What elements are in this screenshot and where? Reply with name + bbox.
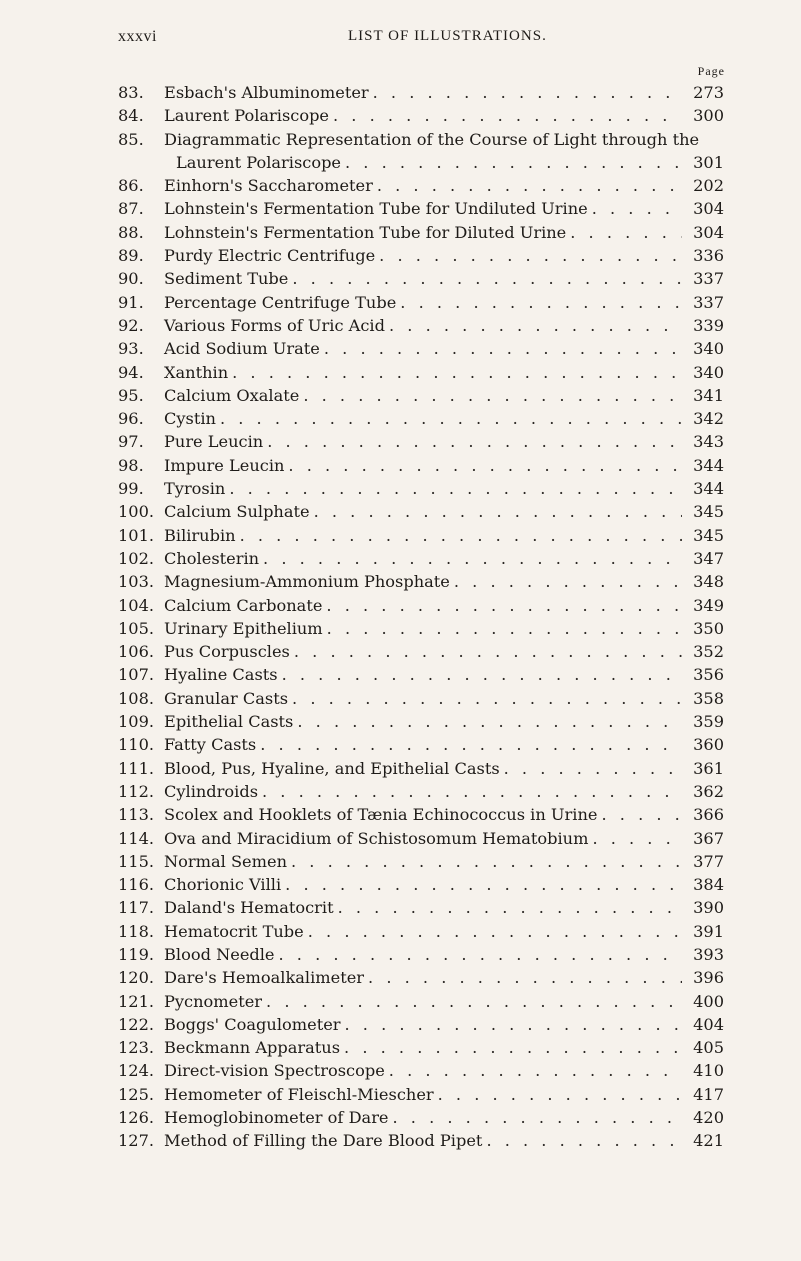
entry-page: 337 [693, 292, 724, 312]
list-item [118, 291, 724, 314]
entry-number: 116. [118, 875, 155, 895]
list-item [118, 104, 724, 127]
dot-leader [263, 547, 682, 570]
dot-leader [266, 990, 682, 1013]
dot-leader [292, 267, 682, 290]
entry-number: 117. [118, 898, 155, 918]
list-item [118, 547, 724, 570]
entry-number: 112. [118, 781, 155, 801]
entry-number: 114. [118, 828, 155, 848]
dot-leader [308, 920, 682, 943]
dot-leader [438, 1083, 682, 1106]
list-item [118, 966, 724, 989]
entry-page: 344 [693, 455, 724, 475]
list-item [118, 430, 724, 453]
dot-leader [260, 733, 682, 756]
dot-leader [282, 663, 682, 686]
entry-number: 121. [118, 991, 155, 1011]
entry-title: Cholesterin [164, 548, 260, 568]
entry-number: 96. [118, 409, 144, 429]
list-item [118, 81, 724, 104]
entry-number: 108. [118, 688, 155, 708]
entry-page: 417 [693, 1084, 724, 1104]
entry-title: Fatty Casts [164, 735, 257, 755]
entry-page: 344 [693, 479, 724, 499]
entry-page: 349 [693, 595, 724, 615]
entry-title: Tyrosin [164, 479, 226, 499]
entry-page: 360 [693, 735, 724, 755]
entry-title: Calcium Sulphate [164, 502, 310, 522]
entry-number: 127. [118, 1131, 155, 1151]
entry-title: Pycnometer [164, 991, 263, 1011]
entry-page: 358 [693, 688, 724, 708]
list-item [118, 128, 724, 151]
dot-leader [262, 780, 682, 803]
entry-title: Esbach's Albuminometer [164, 83, 369, 102]
list-item [118, 361, 724, 384]
dot-leader [240, 524, 682, 547]
list-item [118, 943, 724, 966]
list-item [118, 990, 724, 1013]
entry-page: 341 [693, 385, 724, 405]
entry-title: Hemometer of Fleischl-Miescher [164, 1084, 434, 1104]
entry-title-continuation: Laurent Polariscope [176, 152, 342, 172]
entry-number: 86. [118, 176, 144, 196]
dot-leader [377, 174, 682, 197]
entry-page: 393 [693, 944, 724, 964]
dot-leader [345, 151, 682, 174]
list-item [118, 803, 724, 826]
list-item [118, 594, 724, 617]
entry-number: 123. [118, 1038, 155, 1058]
running-header [118, 28, 724, 52]
list-item [118, 873, 724, 896]
dot-leader [504, 757, 682, 780]
entry-title: Dare's Hemoalkalimeter [164, 968, 365, 988]
list-item [118, 617, 724, 640]
dot-leader [368, 966, 682, 989]
dot-leader [326, 594, 682, 617]
dot-leader [297, 710, 682, 733]
entry-page: 367 [693, 828, 724, 848]
entry-title: Pus Corpuscles [164, 642, 290, 662]
dot-leader [303, 384, 682, 407]
entry-title: Scolex and Hooklets of Tænia Echinococcus in Urine [164, 805, 598, 825]
entry-number: 118. [118, 921, 155, 941]
page-column-label: Page [697, 64, 725, 78]
entry-number: 113. [118, 805, 155, 825]
list-item [118, 1013, 724, 1036]
dot-leader [338, 896, 682, 919]
dot-leader [267, 430, 682, 453]
entry-page: 384 [693, 875, 724, 895]
entry-title: Acid Sodium Urate [164, 339, 320, 359]
entry-title: Ova and Miracidium of Schistosomum Hematobium [164, 828, 589, 848]
entry-title: Pure Leucin [164, 432, 264, 452]
entry-title: Direct-vision Spectroscope [164, 1061, 385, 1081]
dot-leader [324, 337, 682, 360]
entry-title: Blood Needle [164, 944, 275, 964]
list-item [118, 827, 724, 850]
entry-number: 102. [118, 548, 155, 568]
dot-leader [327, 617, 682, 640]
entry-title: Calcium Carbonate [164, 595, 323, 615]
entry-page: 343 [693, 432, 724, 452]
entry-number: 104. [118, 595, 155, 615]
entry-number: 98. [118, 455, 144, 475]
entry-number: 90. [118, 269, 144, 289]
entry-number: 105. [118, 618, 155, 638]
list-item [118, 1083, 724, 1106]
entry-title: Normal Semen [164, 851, 287, 871]
entry-title: Einhorn's Saccharometer [164, 176, 373, 196]
entry-page: 362 [693, 781, 724, 801]
dot-leader [291, 850, 682, 873]
dot-leader [288, 454, 682, 477]
entry-page: 347 [693, 548, 724, 568]
list-item-continuation [118, 151, 724, 174]
dot-leader [486, 1129, 682, 1152]
entry-title: Lohnstein's Fermentation Tube for Undiluted Urine [164, 199, 588, 219]
entry-title: Boggs' Coagulometer [164, 1014, 341, 1034]
entry-number: 100. [118, 502, 155, 522]
entry-title: Hemoglobinometer of Dare [164, 1108, 389, 1128]
list-item [118, 687, 724, 710]
entry-title: Epithelial Casts [164, 712, 294, 732]
entry-title: Hyaline Casts [164, 665, 278, 685]
dot-leader [344, 1036, 682, 1059]
entry-page: 405 [693, 1038, 724, 1058]
dot-leader [292, 687, 682, 710]
entry-page: 352 [693, 642, 724, 662]
entry-page: 336 [693, 246, 724, 266]
entry-title: Diagrammatic Representation of the Course of Light through the [164, 129, 700, 149]
dot-leader [454, 570, 682, 593]
entry-title: Various Forms of Uric Acid [164, 315, 385, 335]
entry-number: 87. [118, 199, 144, 219]
illustration-list [118, 81, 724, 1153]
entry-page: 396 [693, 968, 724, 988]
entry-number: 107. [118, 665, 155, 685]
entry-title: Beckmann Apparatus [164, 1038, 341, 1058]
list-item [118, 710, 724, 733]
entry-title: Urinary Epithelium [164, 618, 323, 638]
list-item [118, 640, 724, 663]
entry-title: Chorionic Villi [164, 875, 282, 895]
entry-title: Method of Filling the Dare Blood Pipet [164, 1131, 483, 1151]
dot-leader [345, 1013, 682, 1036]
list-item [118, 757, 724, 780]
entry-number: 93. [118, 339, 144, 359]
dot-leader [592, 197, 682, 220]
entry-number: 99. [118, 479, 144, 499]
dot-leader [279, 943, 682, 966]
entry-number: 88. [118, 222, 144, 242]
entry-page: 337 [693, 269, 724, 289]
list-item [118, 221, 724, 244]
entry-page: 420 [693, 1108, 724, 1128]
entry-title: Impure Leucin [164, 455, 285, 475]
entry-page: 348 [693, 572, 724, 592]
list-item [118, 1129, 724, 1152]
entry-page: 377 [693, 851, 724, 871]
list-item [118, 174, 724, 197]
list-item [118, 267, 724, 290]
entry-number: 111. [118, 758, 155, 778]
running-title: LIST OF ILLUSTRATIONS. [348, 28, 547, 44]
dot-leader [601, 803, 682, 826]
dot-leader [314, 500, 682, 523]
entry-title: Blood, Pus, Hyaline, and Epithelial Casts [164, 758, 500, 778]
entry-title: Bilirubin [164, 525, 236, 545]
entry-page: 340 [693, 362, 724, 382]
list-item [118, 314, 724, 337]
entry-title: Cylindroids [164, 781, 259, 801]
entry-title: Sediment Tube [164, 269, 289, 289]
list-item [118, 384, 724, 407]
entry-page: 350 [693, 618, 724, 638]
dot-leader [393, 1106, 682, 1129]
entry-number: 126. [118, 1108, 155, 1128]
entry-number: 115. [118, 851, 155, 871]
entry-page: 342 [693, 409, 724, 429]
entry-title: Hematocrit Tube [164, 921, 304, 941]
dot-leader [229, 477, 682, 500]
list-item [118, 454, 724, 477]
entry-page: 339 [693, 315, 724, 335]
list-item [118, 500, 724, 523]
entry-page: 366 [693, 805, 724, 825]
entry-title: Laurent Polariscope [164, 106, 330, 126]
entry-title: Calcium Oxalate [164, 385, 300, 405]
entry-title: Granular Casts [164, 688, 289, 708]
entry-number: 125. [118, 1084, 155, 1104]
entry-number: 101. [118, 525, 155, 545]
entry-page: 340 [693, 339, 724, 359]
list-item [118, 524, 724, 547]
entry-title: Purdy Electric Centrifuge [164, 246, 376, 266]
entry-number: 97. [118, 432, 144, 452]
entry-page: 304 [693, 199, 724, 219]
entry-page: 391 [693, 921, 724, 941]
entry-number: 119. [118, 944, 155, 964]
entry-number: 120. [118, 968, 155, 988]
list-item [118, 1106, 724, 1129]
entry-number: 84. [118, 106, 144, 126]
entry-number: 94. [118, 362, 144, 382]
dot-leader [379, 244, 682, 267]
list-item [118, 663, 724, 686]
list-item [118, 570, 724, 593]
dot-leader [592, 827, 682, 850]
dot-leader [294, 640, 682, 663]
entry-page: 345 [693, 525, 724, 545]
entry-page: 359 [693, 712, 724, 732]
dot-leader [389, 1059, 682, 1082]
entry-page: 356 [693, 665, 724, 685]
entry-number: 95. [118, 385, 144, 405]
entry-number: 124. [118, 1061, 155, 1081]
list-item [118, 896, 724, 919]
dot-leader [333, 104, 682, 127]
entry-page: 202 [693, 176, 724, 196]
list-item [118, 780, 724, 803]
entry-number: 103. [118, 572, 155, 592]
entry-page: 390 [693, 898, 724, 918]
list-item [118, 920, 724, 943]
list-item [118, 244, 724, 267]
list-item [118, 1036, 724, 1059]
entry-page: 273 [693, 83, 724, 102]
dot-leader [285, 873, 682, 896]
list-item [118, 733, 724, 756]
entry-number: 110. [118, 735, 155, 755]
entry-page: 404 [693, 1014, 724, 1034]
entry-title: Daland's Hematocrit [164, 898, 334, 918]
entry-page: 361 [693, 758, 724, 778]
entry-number: 91. [118, 292, 144, 312]
entry-number: 92. [118, 315, 144, 335]
entry-title: Percentage Centrifuge Tube [164, 292, 397, 312]
entry-page: 300 [693, 106, 724, 126]
entry-number: 83. [118, 83, 144, 102]
list-item [118, 850, 724, 873]
dot-leader [373, 81, 682, 104]
entry-title: Lohnstein's Fermentation Tube for Diluted Urine [164, 222, 567, 242]
dot-leader [220, 407, 682, 430]
dot-leader [232, 361, 682, 384]
entry-page: 301 [693, 152, 724, 172]
folio: xxxvi [118, 28, 157, 45]
list-item [118, 477, 724, 500]
entry-page: 421 [693, 1131, 724, 1151]
dot-leader [400, 291, 682, 314]
entry-number: 106. [118, 642, 155, 662]
entry-number: 109. [118, 712, 155, 732]
list-item [118, 197, 724, 220]
entry-page: 400 [693, 991, 724, 1011]
entry-title: Magnesium-Ammonium Phosphate [164, 572, 450, 592]
list-item [118, 337, 724, 360]
list-item [118, 407, 724, 430]
dot-leader [389, 314, 682, 337]
entry-page: 304 [693, 222, 724, 242]
entry-page: 410 [693, 1061, 724, 1081]
entry-page: 345 [693, 502, 724, 522]
entry-title: Cystin [164, 409, 216, 429]
entry-title: Xanthin [164, 362, 229, 382]
entry-number: 89. [118, 246, 144, 266]
entry-number: 85. [118, 129, 144, 149]
entry-number: 122. [118, 1014, 155, 1034]
dot-leader [570, 221, 682, 244]
list-item [118, 1059, 724, 1082]
